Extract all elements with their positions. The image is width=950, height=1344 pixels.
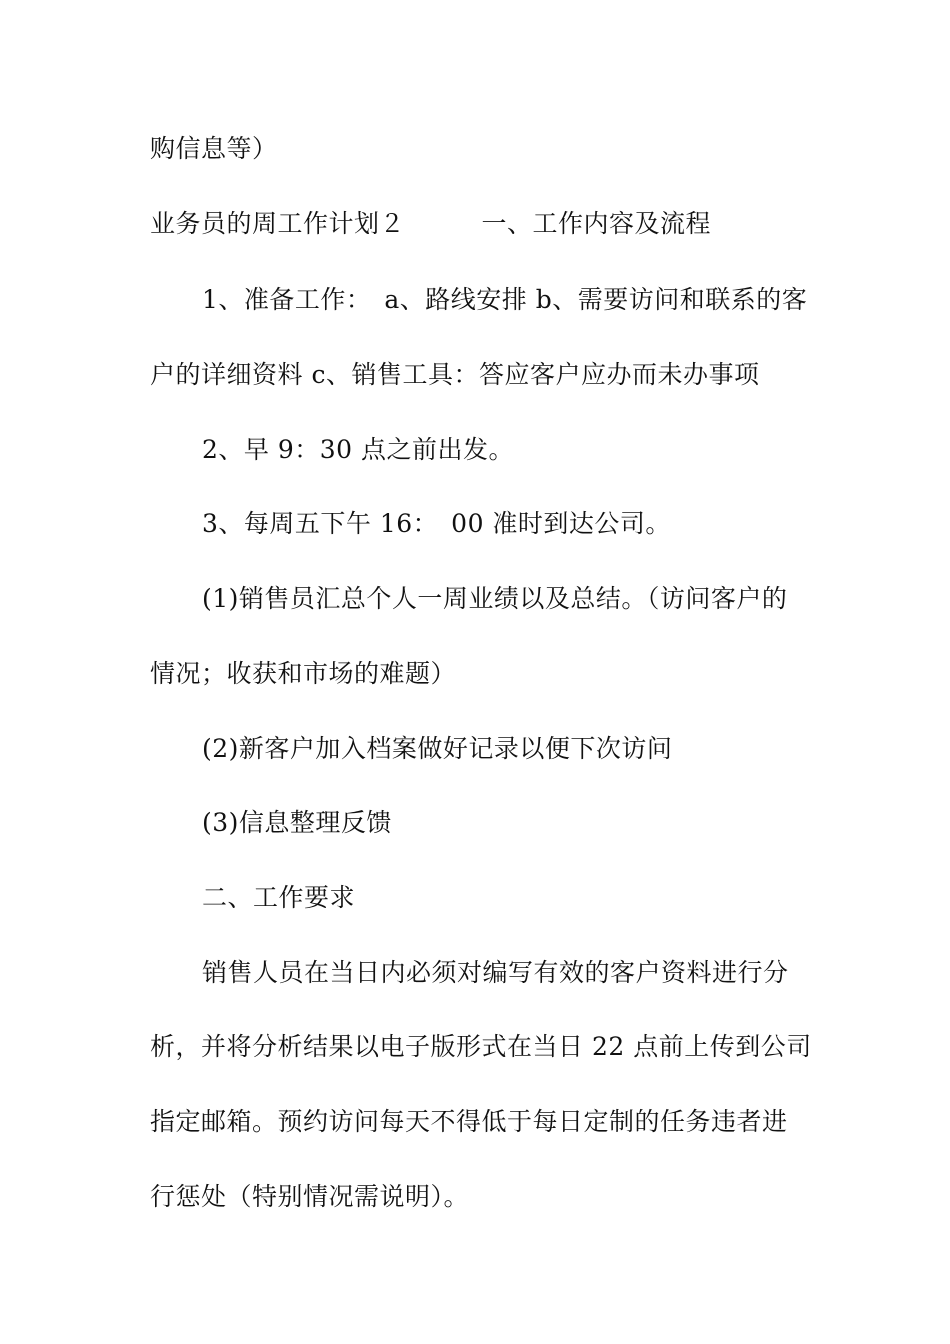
text-line-10: (3)信息整理反馈 [202,808,392,837]
text-line-13: 析，并将分析结果以电子版形式在当日 22 点前上传到公司 [150,1032,812,1061]
text-line-15: 行惩处（特别情况需说明）。 [150,1182,470,1211]
text-line-2: 业务员的周工作计划２ 一、工作内容及流程 [150,209,712,238]
text-line-3: 1、准备工作： a、路线安排 b、需要访问和联系的客 [202,285,808,314]
text-line-7: (1)销售员汇总个人一周业绩以及总结。（访问客户的 [202,584,788,613]
section-heading: 二、工作要求 [202,883,356,912]
text-line-1: 购信息等） [150,134,278,163]
text-line-9: (2)新客户加入档案做好记录以便下次访问 [202,734,673,763]
text-line-12: 销售人员在当日内必须对编写有效的客户资料进行分 [202,958,789,987]
text-line-5: 2、早 9：30 点之前出发。 [202,435,515,464]
text-line-6: 3、每周五下午 16： 00 准时到达公司。 [202,509,671,538]
text-line-8: 情况；收获和市场的难题） [150,659,457,688]
text-line-4: 户的详细资料 c、销售工具：答应客户应办而未办事项 [150,360,760,389]
text-line-14: 指定邮箱。预约访问每天不得低于每日定制的任务违者进 [150,1107,788,1136]
